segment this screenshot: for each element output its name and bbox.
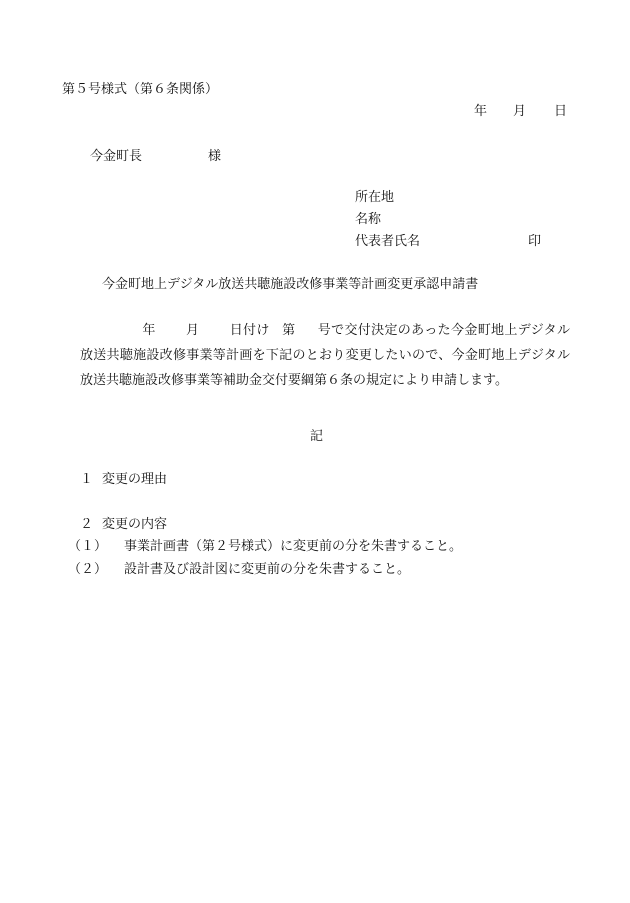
applicant-representative-label: 代表者氏名 <box>355 234 421 249</box>
document-title: 今金町地上デジタル放送共聴施設改修事業等計画変更承認申請書 <box>102 277 479 292</box>
body-text: 号で交付決定のあった今金町地上デジタル放送共聴施設改修事業等計画を下記のとおり変更したいので、今金町地上デジタル放送共聴施設改修事業等補助金交付要綱第６条の規定により申請します。 <box>80 323 570 388</box>
application-body <box>80 318 570 393</box>
form-number: 第５号様式（第６条関係） <box>62 82 219 97</box>
body-year-label: 年 <box>142 323 156 338</box>
applicant-name-label: 名称 <box>355 212 382 227</box>
ki-heading: 記 <box>310 429 324 444</box>
section-1-number: １ <box>80 472 94 487</box>
section-1-label: 変更の理由 <box>102 472 168 487</box>
date-day-label: 日 <box>554 104 568 119</box>
seal-mark: 印 <box>528 234 542 249</box>
sub-item-2-text: 設計書及び設計図に変更前の分を朱書すること。 <box>124 562 411 577</box>
section-2-label: 変更の内容 <box>102 517 168 532</box>
sub-item-1-text: 事業計画書（第２号様式）に変更前の分を朱書すること。 <box>124 539 463 554</box>
sub-item-1-number: （１） <box>68 539 108 554</box>
recipient-honorific: 様 <box>208 149 222 164</box>
date-year-label: 年 <box>474 104 488 119</box>
date-month-label: 月 <box>513 104 527 119</box>
applicant-address-label: 所在地 <box>355 190 395 205</box>
section-2-number: ２ <box>80 517 94 532</box>
sub-item-2-number: （２） <box>68 562 108 577</box>
body-dated-label: 日付け <box>229 323 270 338</box>
body-month-label: 月 <box>185 323 200 338</box>
recipient-name: 今金町長 <box>90 149 143 164</box>
body-number-prefix: 第 <box>281 323 296 338</box>
